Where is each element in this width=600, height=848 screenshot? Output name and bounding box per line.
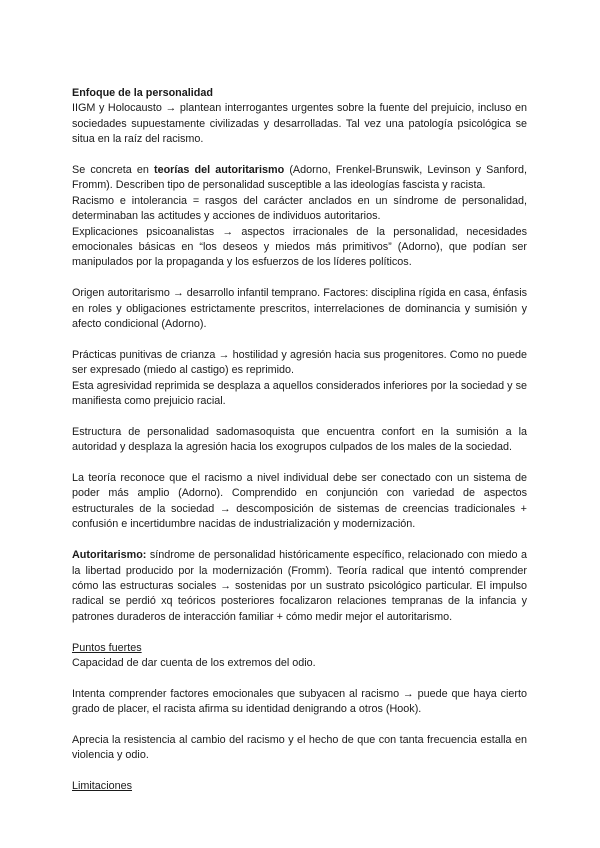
strengths-heading: Puntos fuertes (72, 641, 142, 654)
document-page (72, 86, 527, 810)
paragraph-text-pre: Se concreta en (72, 164, 154, 177)
section-title: Enfoque de la personalidad (72, 87, 213, 99)
paragraph-power-system: La teoría reconoce que el racismo a nivel individual debe ser conectado con un sistema de poder más amplio (Adorno). Comprendido en conjunción con variedad de aspectos estructurales de la sociedad → descomposición de sistemas de creencias tradicionales + confusión e incertidumbre nacidas de industrialización y modernización. (72, 472, 527, 531)
paragraph-authoritarianism-theories (72, 163, 527, 194)
paragraph-text: IIGM y Holocausto → plantean interrogantes urgentes sobre la fuente del prejuicio, incluso en sociedades supuestamente civilizadas y desarrolladas. Tal vez una patología psicológica se situa en la raíz del racismo. (72, 102, 527, 146)
strength-item: Capacidad de dar cuenta de los extremos del odio. (72, 656, 316, 669)
paragraph-authoritarianism-definition (72, 548, 527, 625)
paragraph-text-post: (Adorno, Frenkel-Brunswik, Levinson y Sanford, Fromm). Describen tipo de personalidad susceptible a las ideologías fascista y racista. (72, 164, 527, 192)
paragraph-psychoanalytic: Explicaciones psicoanalistas → aspectos irracionales de la personalidad, necesidades emocionales básicas en “los deseos y miedos más primitivos” (Adorno), que podían ser manipulados por la propaganda y los esfuerzos de los líderes políticos. (72, 225, 527, 269)
limitations-heading: Limitaciones (72, 780, 133, 793)
strength-item: Aprecia la resistencia al cambio del racismo y el hecho de que con tanta frecuencia estalla en violencia y odio. (72, 733, 527, 762)
strength-item: Intenta comprender factores emocionales que subyacen al racismo → puede que haya cierto grado de placer, el racista afirma su identidad denigrando a otros (Hook). (72, 687, 527, 716)
paragraph-origin: Origen autoritarismo → desarrollo infantil temprano. Factores: disciplina rígida en casa, énfasis en roles y obligaciones estrictamente prescritos, interrelaciones de dominancia y sumisión y afecto condicional (Adorno). (72, 287, 527, 331)
paragraph-text-post: síndrome de personalidad históricamente específico, relacionado con miedo a la libertad producido por la modernización (Fromm). Teoría radical que intentó comprender cómo las estructuras sociales → sostenidas por un sustrato psicológico particular. El impulso radical se perdió xq teóricos posteriores focalizaron relaciones tempranas de la infancia y patrones duraderos de interacción familiar + cómo medir mejor el autoritarismo. (72, 549, 527, 623)
bold-term: Autoritarismo: (72, 549, 147, 562)
paragraph-intro (72, 86, 527, 148)
strengths-block (72, 641, 527, 672)
paragraph-sadomasochistic: Estructura de personalidad sadomasoquista que encuentra confort en la sumisión a la autoridad y desplaza la agresión hacia los exogrupos culpados de los males de la sociedad. (72, 425, 527, 454)
bold-term: teorías del autoritarismo (153, 164, 285, 177)
paragraph-punitive-practices: Prácticas punitivas de crianza → hostilidad y agresión hacia sus progenitores. Como no puede ser expresado (miedo al castigo) es reprimido. (72, 348, 527, 377)
paragraph-racism-intolerance: Racismo e intolerancia = rasgos del carácter anclados en un síndrome de personalidad, determinaban las actitudes y acciones de individuos autoritarios. (72, 194, 527, 223)
paragraph-repressed-aggression: Esta agresividad reprimida se desplaza a aquellos considerados inferiores por la sociedad y se manifiesta como prejuicio racial. (72, 379, 527, 408)
